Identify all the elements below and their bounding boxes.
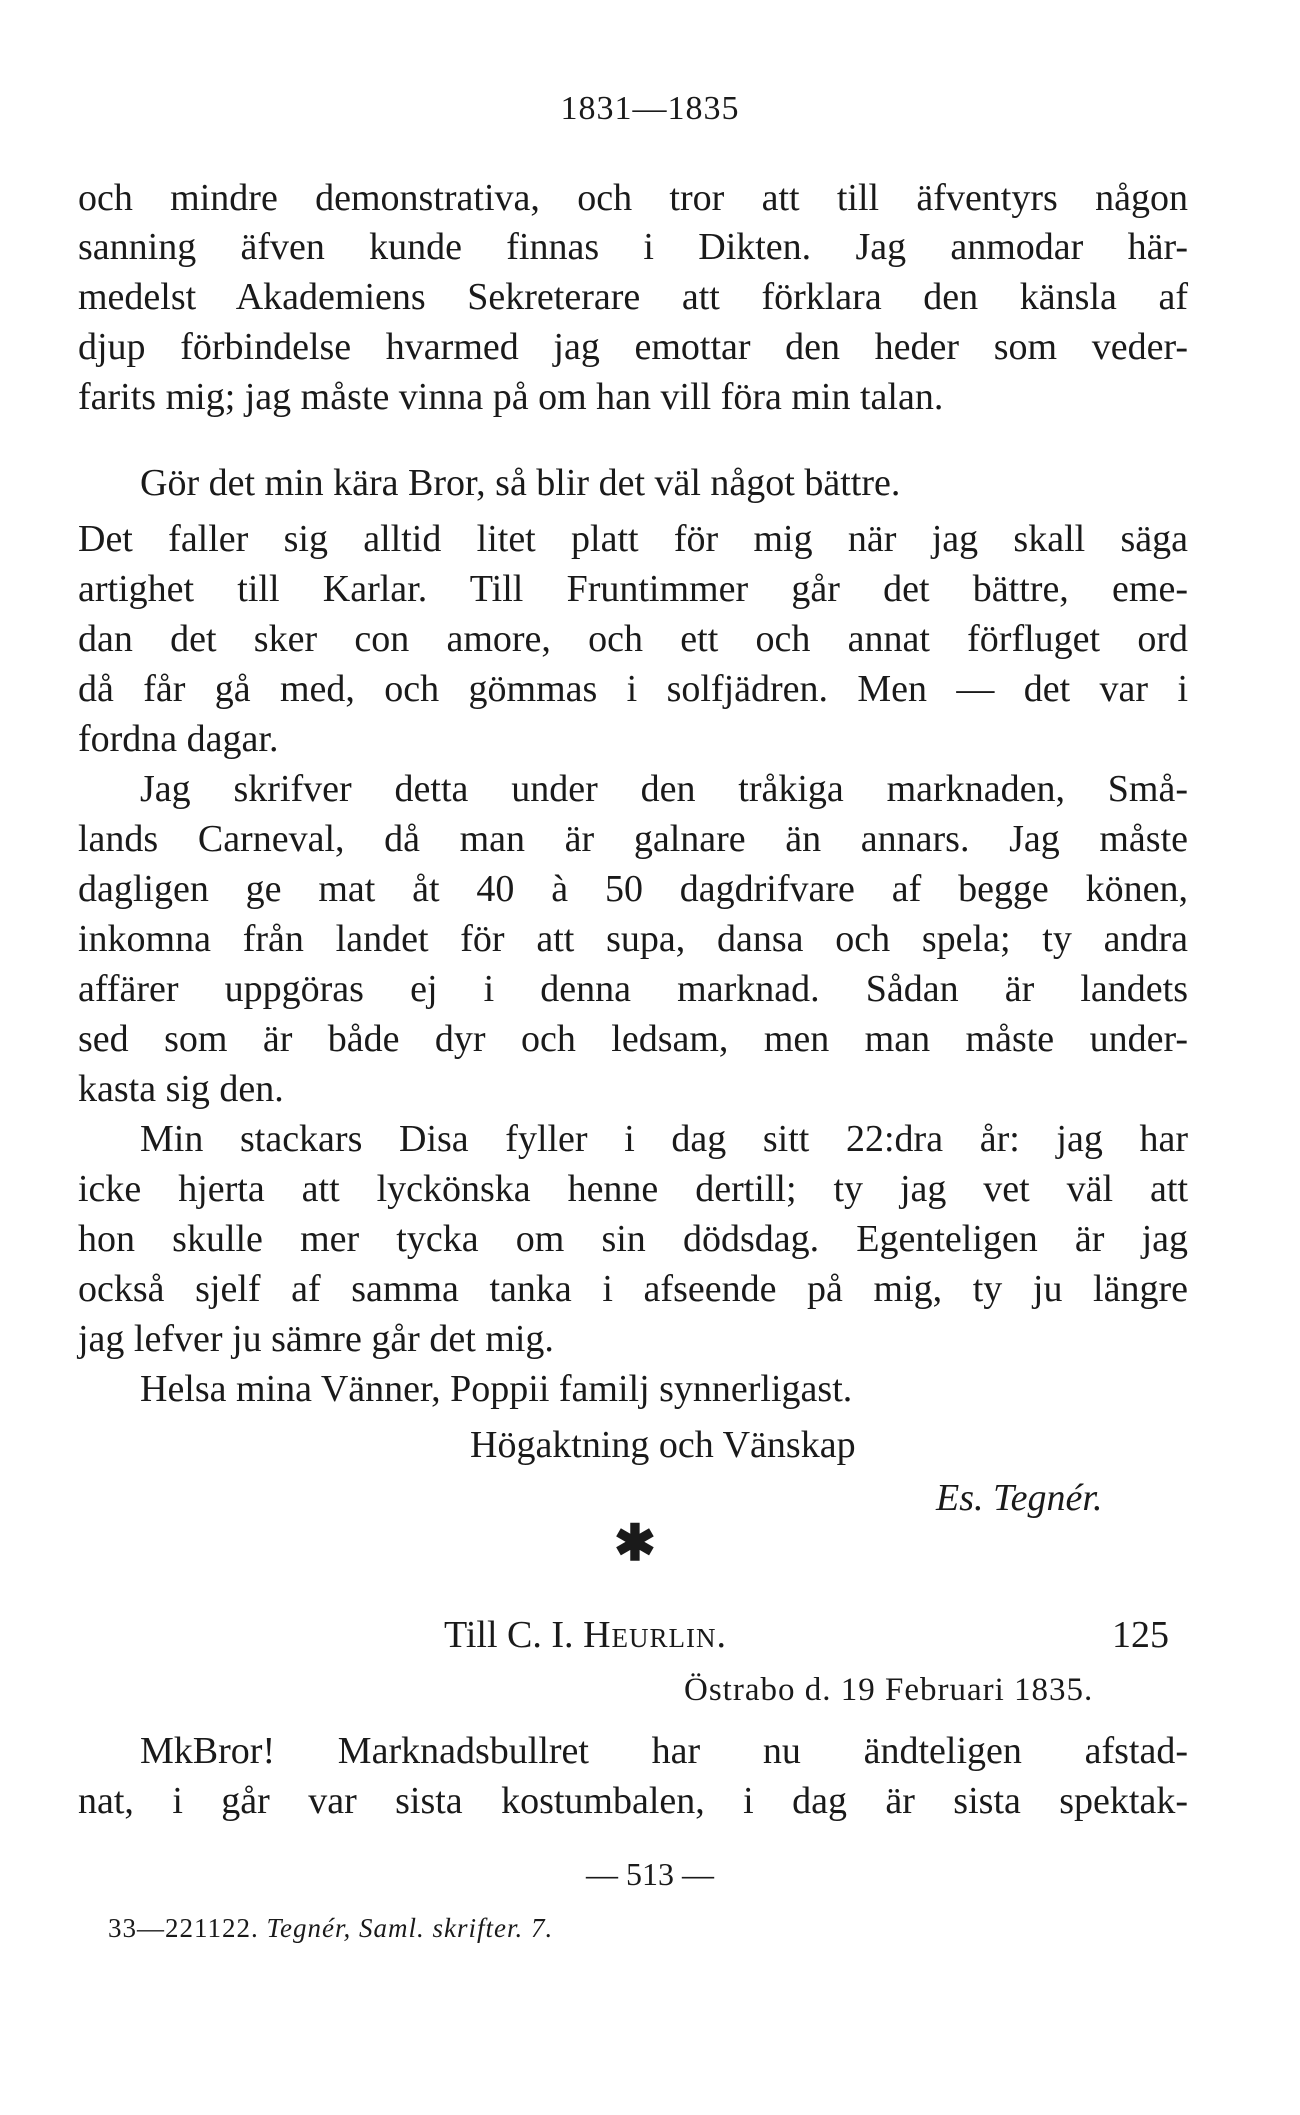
body-line-22: också sjelf af samma tanka i afseende på mig, ty ju längre: [78, 1268, 1188, 1310]
body-line-19: Min stackars Disa fyller i dag sitt 22:dra år: jag har: [140, 1118, 1188, 1160]
page-number: — 513 —: [586, 1856, 714, 1892]
body-line-21: hon skulle mer tycka om sin dödsdag. Egenteligen är jag: [78, 1218, 1188, 1260]
signature: Es. Tegnér.: [936, 1477, 1103, 1519]
letter-dateline: Östrabo d. 19 Februari 1835.: [684, 1672, 1094, 1708]
body-line-1: och mindre demonstrativa, och tror att till äfventyrs någon: [78, 177, 1188, 219]
body-line-24: Helsa mina Vänner, Poppii familj synnerligast.: [140, 1368, 853, 1410]
letter-recipient-prefix: Till C. I.: [444, 1614, 574, 1656]
body-line-6: Gör det min kära Bror, så blir det väl något bättre.: [140, 462, 901, 504]
body-line-15: inkomna från landet för att supa, dansa och spela; ty andra: [78, 918, 1188, 960]
body-line-16: affärer uppgöras ej i denna marknad. Sådan är landets: [78, 968, 1188, 1010]
printer-mark: [108, 1908, 553, 1948]
body-line-7: Det faller sig alltid litet platt för mig när jag skall säga: [78, 518, 1188, 560]
printer-code: 33—221122.: [108, 1913, 259, 1943]
body-line-13: lands Carneval, då man är galnare än annars. Jag måste: [78, 818, 1188, 860]
body-line-3: medelst Akademiens Sekreterare att förklara den känsla af: [78, 276, 1188, 318]
running-header: 1831—1835: [560, 90, 740, 127]
printer-title: Tegnér, Saml. skrifter. 7.: [266, 1913, 554, 1943]
body-line-12: Jag skrifver detta under den tråkiga marknaden, Små-: [140, 768, 1188, 810]
body-line-4: djup förbindelse hvarmed jag emottar den heder som veder-: [78, 326, 1188, 368]
body-line-18: kasta sig den.: [78, 1068, 284, 1110]
body-line-20: icke hjerta att lyckönska henne dertill; ty jag vet väl att: [78, 1168, 1188, 1210]
body-line-11: fordna dagar.: [78, 718, 279, 760]
letter-recipient-name: Heurlin.: [583, 1614, 727, 1656]
body-line-23: jag lefver ju sämre går det mig.: [78, 1318, 554, 1360]
letter-line-2: nat, i går var sista kostumbalen, i dag är sista spektak-: [78, 1780, 1188, 1822]
body-line-17: sed som är både dyr och ledsam, men man måste under-: [78, 1018, 1188, 1060]
body-line-10: då får gå med, och gömmas i solfjädren. Men — det var i: [78, 668, 1188, 710]
body-line-9: dan det sker con amore, och ett och annat förfluget ord: [78, 618, 1188, 660]
letter-line-1: MkBror! Marknadsbullret har nu ändteligen afstad-: [140, 1730, 1188, 1772]
body-line-5: farits mig; jag måste vinna på om han vill föra min talan.: [78, 376, 944, 418]
body-line-2: sanning äfven kunde finnas i Dikten. Jag anmodar här-: [78, 226, 1188, 268]
body-line-14: dagligen ge mat åt 40 à 50 dagdrifvare af begge könen,: [78, 868, 1188, 910]
letter-heading: [444, 1610, 727, 1660]
asterisk-separator: ✱: [614, 1515, 656, 1571]
letter-number: 125: [1112, 1614, 1169, 1656]
closing-salutation: Högaktning och Vänskap: [470, 1424, 856, 1466]
body-line-8: artighet till Karlar. Till Fruntimmer går det bättre, eme-: [78, 568, 1188, 610]
